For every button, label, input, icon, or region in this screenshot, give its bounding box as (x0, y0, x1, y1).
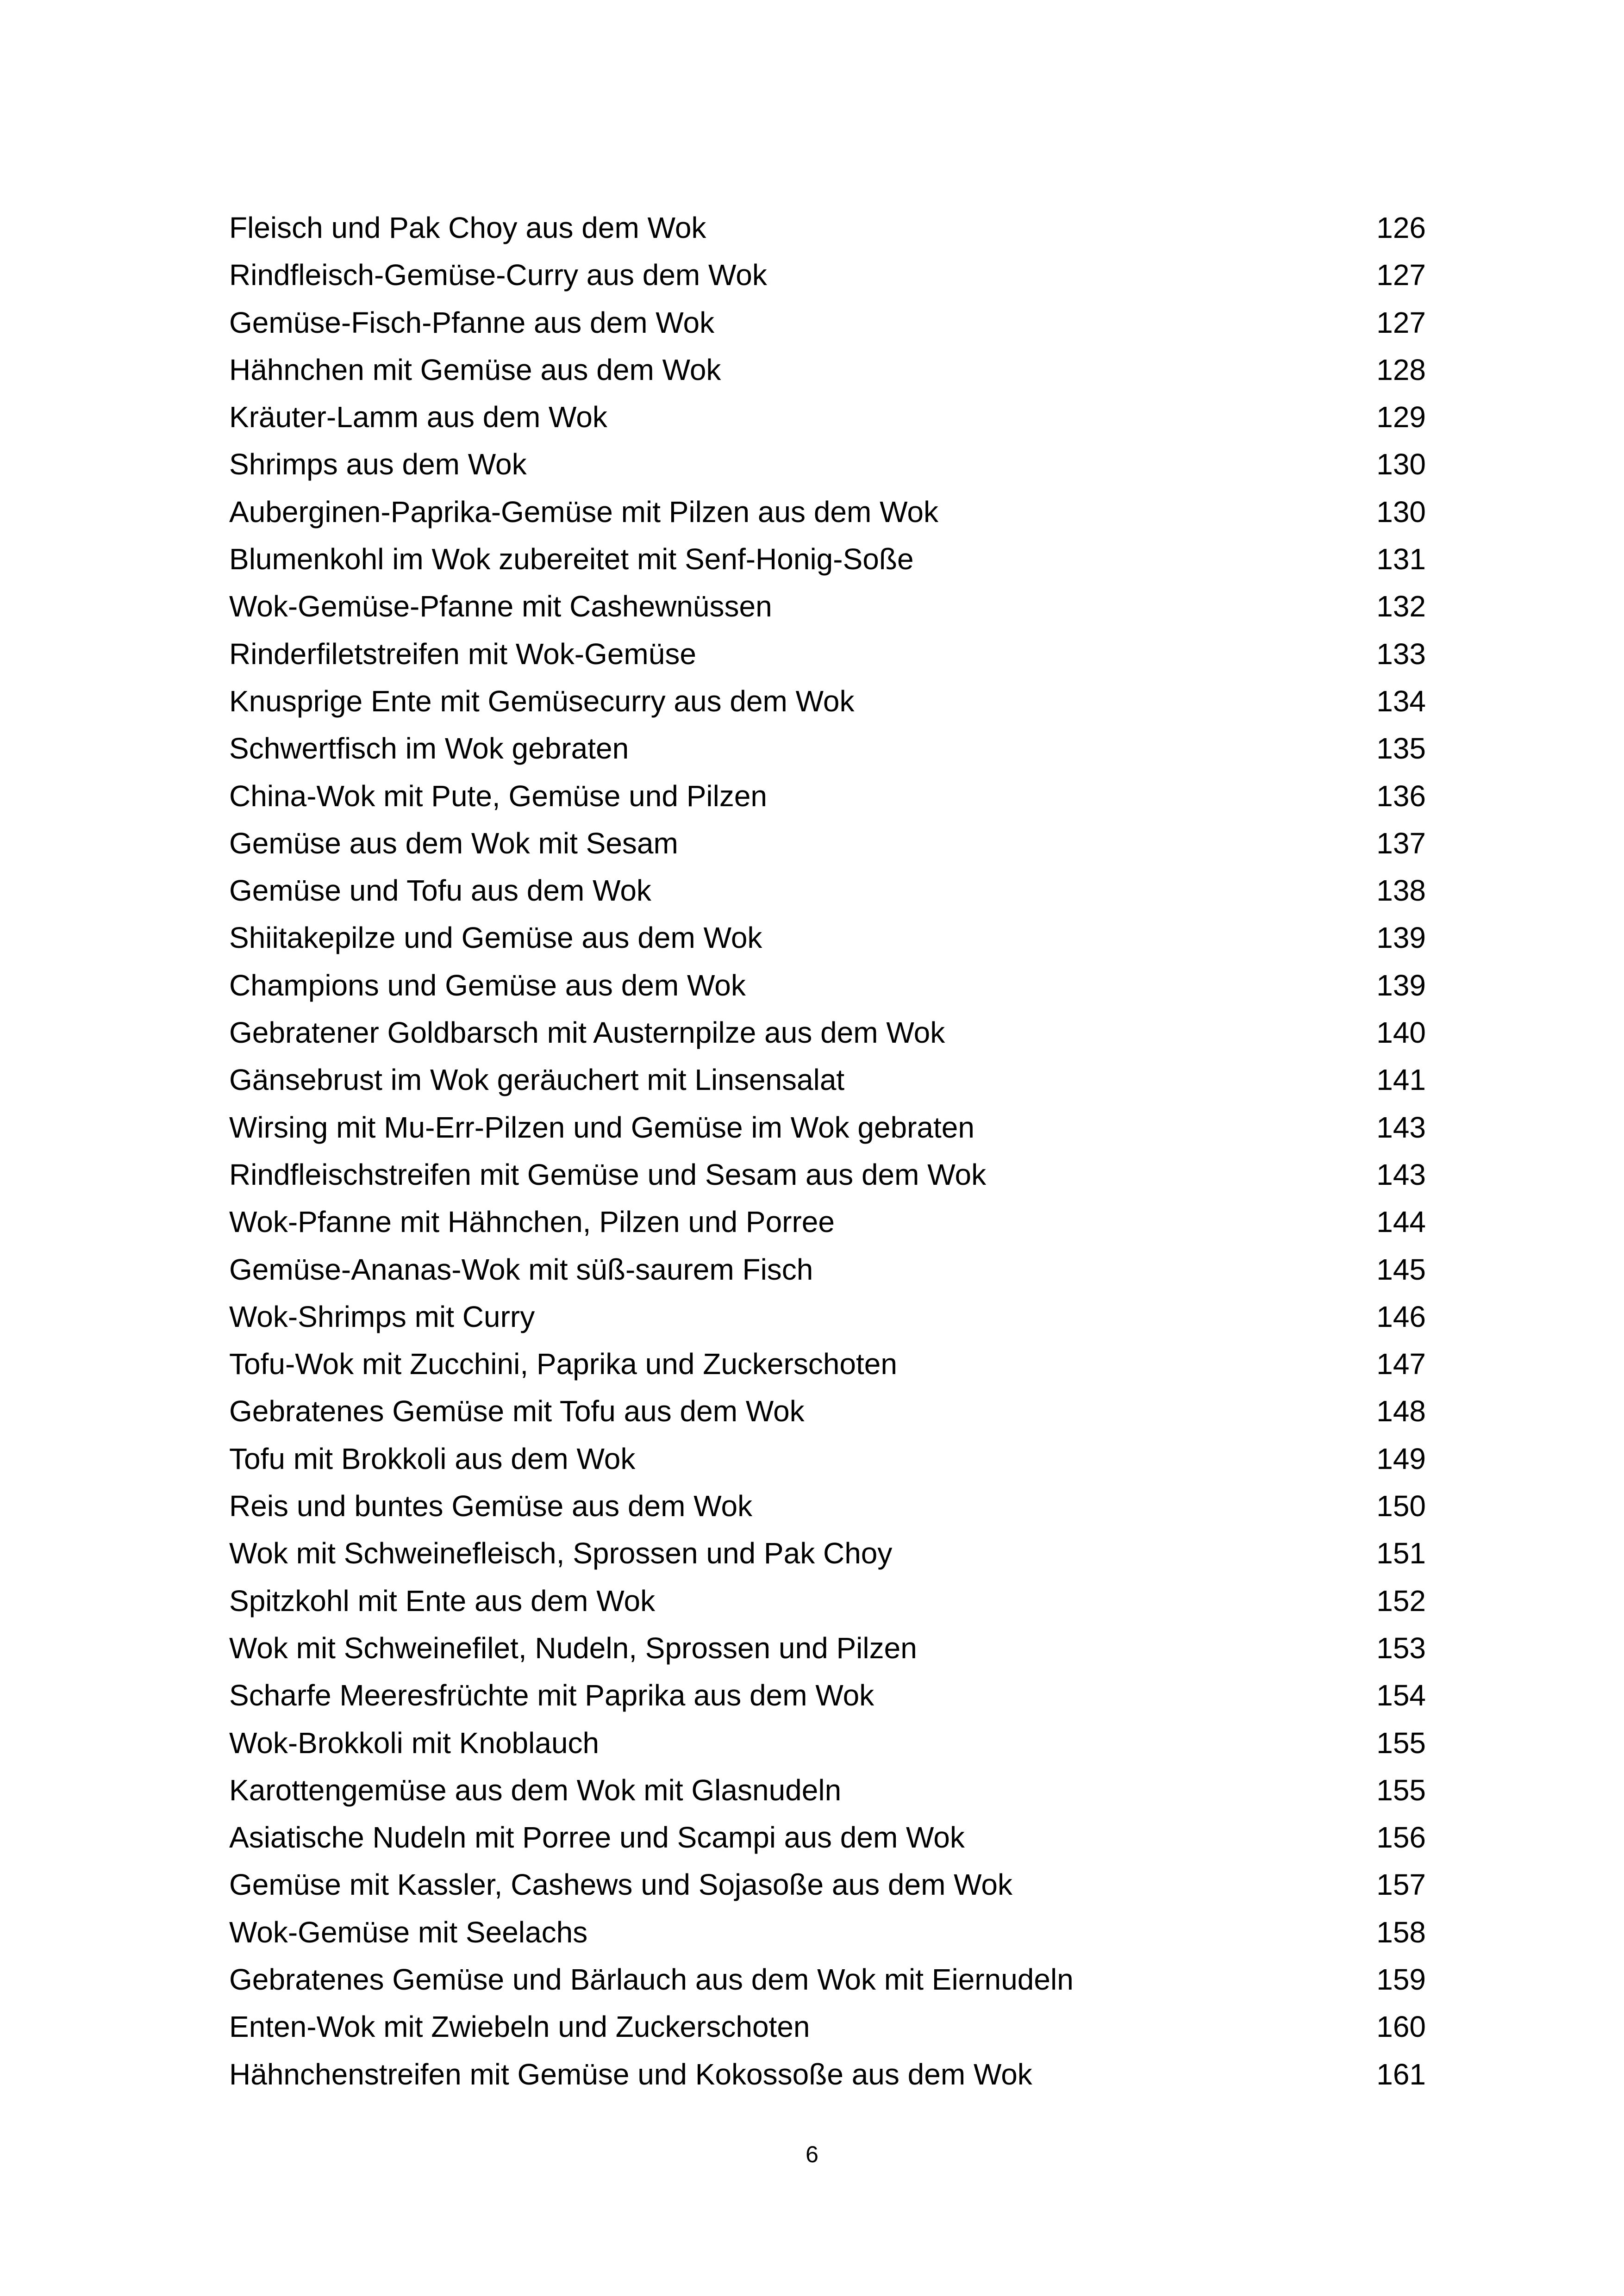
toc-entry-title: Scharfe Meeresfrüchte mit Paprika aus dem Wok (229, 1679, 874, 1712)
toc-entry-title: Wok-Pfanne mit Hähnchen, Pilzen und Porree (229, 1205, 835, 1239)
toc-entry-page: 158 (1376, 1915, 1426, 1949)
toc-entry-title: Wok mit Schweinefleisch, Sprossen und Pak Choy (229, 1537, 893, 1570)
toc-entry-page: 136 (1376, 779, 1426, 813)
toc-entry-title: Hähnchen mit Gemüse aus dem Wok (229, 353, 721, 386)
toc-entry-title: Karottengemüse aus dem Wok mit Glasnudeln (229, 1773, 842, 1807)
toc-entry-title: Gebratenes Gemüse und Bärlauch aus dem Wok mit Eiernudeln (229, 1962, 1074, 1996)
toc-entry-page: 134 (1376, 684, 1426, 718)
toc-entry (229, 772, 1426, 820)
toc-entry (229, 1956, 1426, 2003)
toc-entry (229, 1530, 1426, 1577)
toc-entry-title: Enten-Wok mit Zwiebeln und Zuckerschoten (229, 2010, 810, 2044)
toc-entry-page: 155 (1376, 1726, 1426, 1760)
toc-entry (229, 820, 1426, 867)
toc-entry (229, 630, 1426, 678)
toc-entry-title: Champions und Gemüse aus dem Wok (229, 968, 746, 1002)
toc-entry-page: 144 (1376, 1205, 1426, 1239)
toc-entry (229, 1340, 1426, 1388)
toc-entry-title: Fleisch und Pak Choy aus dem Wok (229, 211, 706, 244)
toc-entry (229, 441, 1426, 488)
toc-entry-title: Shiitakepilze und Gemüse aus dem Wok (229, 921, 762, 955)
toc-entry-page: 146 (1376, 1300, 1426, 1333)
toc-entry-page: 126 (1376, 211, 1426, 244)
toc-entry-page: 143 (1376, 1110, 1426, 1144)
toc-entry (229, 1719, 1426, 1767)
toc-entry-page: 137 (1376, 826, 1426, 860)
toc-entry-page: 147 (1376, 1347, 1426, 1381)
toc-entry-page: 145 (1376, 1252, 1426, 1286)
toc-entry-title: Gebratenes Gemüse mit Tofu aus dem Wok (229, 1394, 805, 1428)
toc-entry-page: 141 (1376, 1063, 1426, 1097)
toc-entry (229, 914, 1426, 961)
toc-entry-title: Asiatische Nudeln mit Porree und Scampi aus dem Wok (229, 1821, 965, 1854)
toc-entry-title: Gemüse mit Kassler, Cashews und Sojasoße aus dem Wok (229, 1868, 1012, 1902)
toc-entry-page: 133 (1376, 637, 1426, 671)
toc-entry-title: Gemüse-Ananas-Wok mit süß-saurem Fisch (229, 1252, 813, 1286)
toc-entry-page: 131 (1376, 542, 1426, 576)
toc-entry-title: Wirsing mit Mu-Err-Pilzen und Gemüse im Wok gebraten (229, 1110, 974, 1144)
page-number: 6 (806, 2141, 818, 2167)
toc-entry (229, 1909, 1426, 1956)
toc-entry-page: 127 (1376, 305, 1426, 339)
toc-entry-title: Shrimps aus dem Wok (229, 448, 527, 481)
toc-entry (229, 1009, 1426, 1056)
toc-entry (229, 535, 1426, 583)
toc-entry-title: Schwertfisch im Wok gebraten (229, 732, 629, 765)
toc-entry-page: 151 (1376, 1537, 1426, 1570)
toc-entry-title: Tofu-Wok mit Zucchini, Paprika und Zuckerschoten (229, 1347, 897, 1381)
toc-entry (229, 393, 1426, 441)
toc-entry (229, 251, 1426, 299)
toc-entry-title: Gemüse aus dem Wok mit Sesam (229, 826, 678, 860)
toc-entry-page: 157 (1376, 1868, 1426, 1902)
toc-entry-title: Hähnchenstreifen mit Gemüse und Kokossoße aus dem Wok (229, 2057, 1032, 2091)
toc-entry-page: 135 (1376, 732, 1426, 765)
toc-entry-title: Rinderfiletstreifen mit Wok-Gemüse (229, 637, 696, 671)
toc-entry-page: 150 (1376, 1489, 1426, 1523)
toc-entry-page: 128 (1376, 353, 1426, 386)
toc-entry-page: 138 (1376, 874, 1426, 908)
toc-entry (229, 1577, 1426, 1624)
toc-entry (229, 2003, 1426, 2050)
toc-entry (229, 725, 1426, 772)
toc-entry (229, 1056, 1426, 1103)
toc-entry-page: 153 (1376, 1631, 1426, 1665)
toc-entry (229, 1104, 1426, 1151)
toc-entry-page: 129 (1376, 400, 1426, 434)
toc-entry (229, 962, 1426, 1009)
toc-entry-page: 155 (1376, 1773, 1426, 1807)
toc-entry-title: Wok-Shrimps mit Curry (229, 1300, 535, 1333)
toc-entry (229, 1198, 1426, 1245)
toc-entry-title: Gebratener Goldbarsch mit Austernpilze aus dem Wok (229, 1016, 945, 1050)
toc-entry (229, 204, 1426, 251)
toc-entry (229, 1246, 1426, 1293)
toc-entry (229, 1624, 1426, 1672)
toc-entry-title: Auberginen-Paprika-Gemüse mit Pilzen aus dem Wok (229, 495, 938, 529)
toc-entry-page: 140 (1376, 1016, 1426, 1050)
toc-entry (229, 1767, 1426, 1814)
toc-entry-title: Kräuter-Lamm aus dem Wok (229, 400, 607, 434)
toc-entry-page: 159 (1376, 1962, 1426, 1996)
toc-entry (229, 1388, 1426, 1435)
toc-entry-page: 132 (1376, 590, 1426, 623)
toc-entry (229, 1672, 1426, 1719)
toc-entry-title: Knusprige Ente mit Gemüsecurry aus dem Wok (229, 684, 855, 718)
toc-entry-page: 152 (1376, 1584, 1426, 1618)
toc-entry-title: Wok-Gemüse mit Seelachs (229, 1915, 588, 1949)
toc-entry-page: 143 (1376, 1157, 1426, 1191)
toc-entry (229, 1293, 1426, 1340)
toc-entry-page: 149 (1376, 1442, 1426, 1475)
toc-entry-title: Tofu mit Brokkoli aus dem Wok (229, 1442, 636, 1475)
toc-entry-title: Reis und buntes Gemüse aus dem Wok (229, 1489, 753, 1523)
toc-entry-page: 154 (1376, 1679, 1426, 1712)
toc-entry-page: 156 (1376, 1821, 1426, 1854)
toc-entry-page: 161 (1376, 2057, 1426, 2091)
toc-entry (229, 2051, 1426, 2098)
toc-entry-title: Gemüse-Fisch-Pfanne aus dem Wok (229, 305, 715, 339)
toc-entry-page: 160 (1376, 2010, 1426, 2044)
toc-entry-title: Rindfleischstreifen mit Gemüse und Sesam aus dem Wok (229, 1157, 987, 1191)
toc-entry-page: 139 (1376, 968, 1426, 1002)
toc-entry-title: Wok-Brokkoli mit Knoblauch (229, 1726, 600, 1760)
toc-entry-title: Wok mit Schweinefilet, Nudeln, Sprossen und Pilzen (229, 1631, 917, 1665)
toc-entry-page: 130 (1376, 448, 1426, 481)
toc-entry-page: 139 (1376, 921, 1426, 955)
toc-entry (229, 488, 1426, 535)
toc-entry-page: 127 (1376, 258, 1426, 292)
toc-entry-title: Spitzkohl mit Ente aus dem Wok (229, 1584, 656, 1618)
table-of-contents (229, 204, 1426, 2098)
toc-entry-title: Gänsebrust im Wok geräuchert mit Linsensalat (229, 1063, 845, 1097)
toc-entry-title: Wok-Gemüse-Pfanne mit Cashewnüssen (229, 590, 772, 623)
toc-entry-title: Blumenkohl im Wok zubereitet mit Senf-Honig-Soße (229, 542, 914, 576)
toc-entry-title: Gemüse und Tofu aus dem Wok (229, 874, 651, 908)
toc-entry (229, 1861, 1426, 1908)
toc-entry-page: 148 (1376, 1394, 1426, 1428)
toc-entry (229, 1435, 1426, 1482)
toc-entry-page: 130 (1376, 495, 1426, 529)
toc-entry (229, 867, 1426, 914)
toc-entry (229, 1482, 1426, 1530)
toc-entry (229, 299, 1426, 346)
toc-entry (229, 1814, 1426, 1861)
toc-entry (229, 583, 1426, 630)
toc-entry-title: Rindfleisch-Gemüse-Curry aus dem Wok (229, 258, 767, 292)
toc-entry (229, 1151, 1426, 1198)
toc-entry-title: China-Wok mit Pute, Gemüse und Pilzen (229, 779, 767, 813)
toc-entry (229, 346, 1426, 393)
toc-entry (229, 678, 1426, 725)
